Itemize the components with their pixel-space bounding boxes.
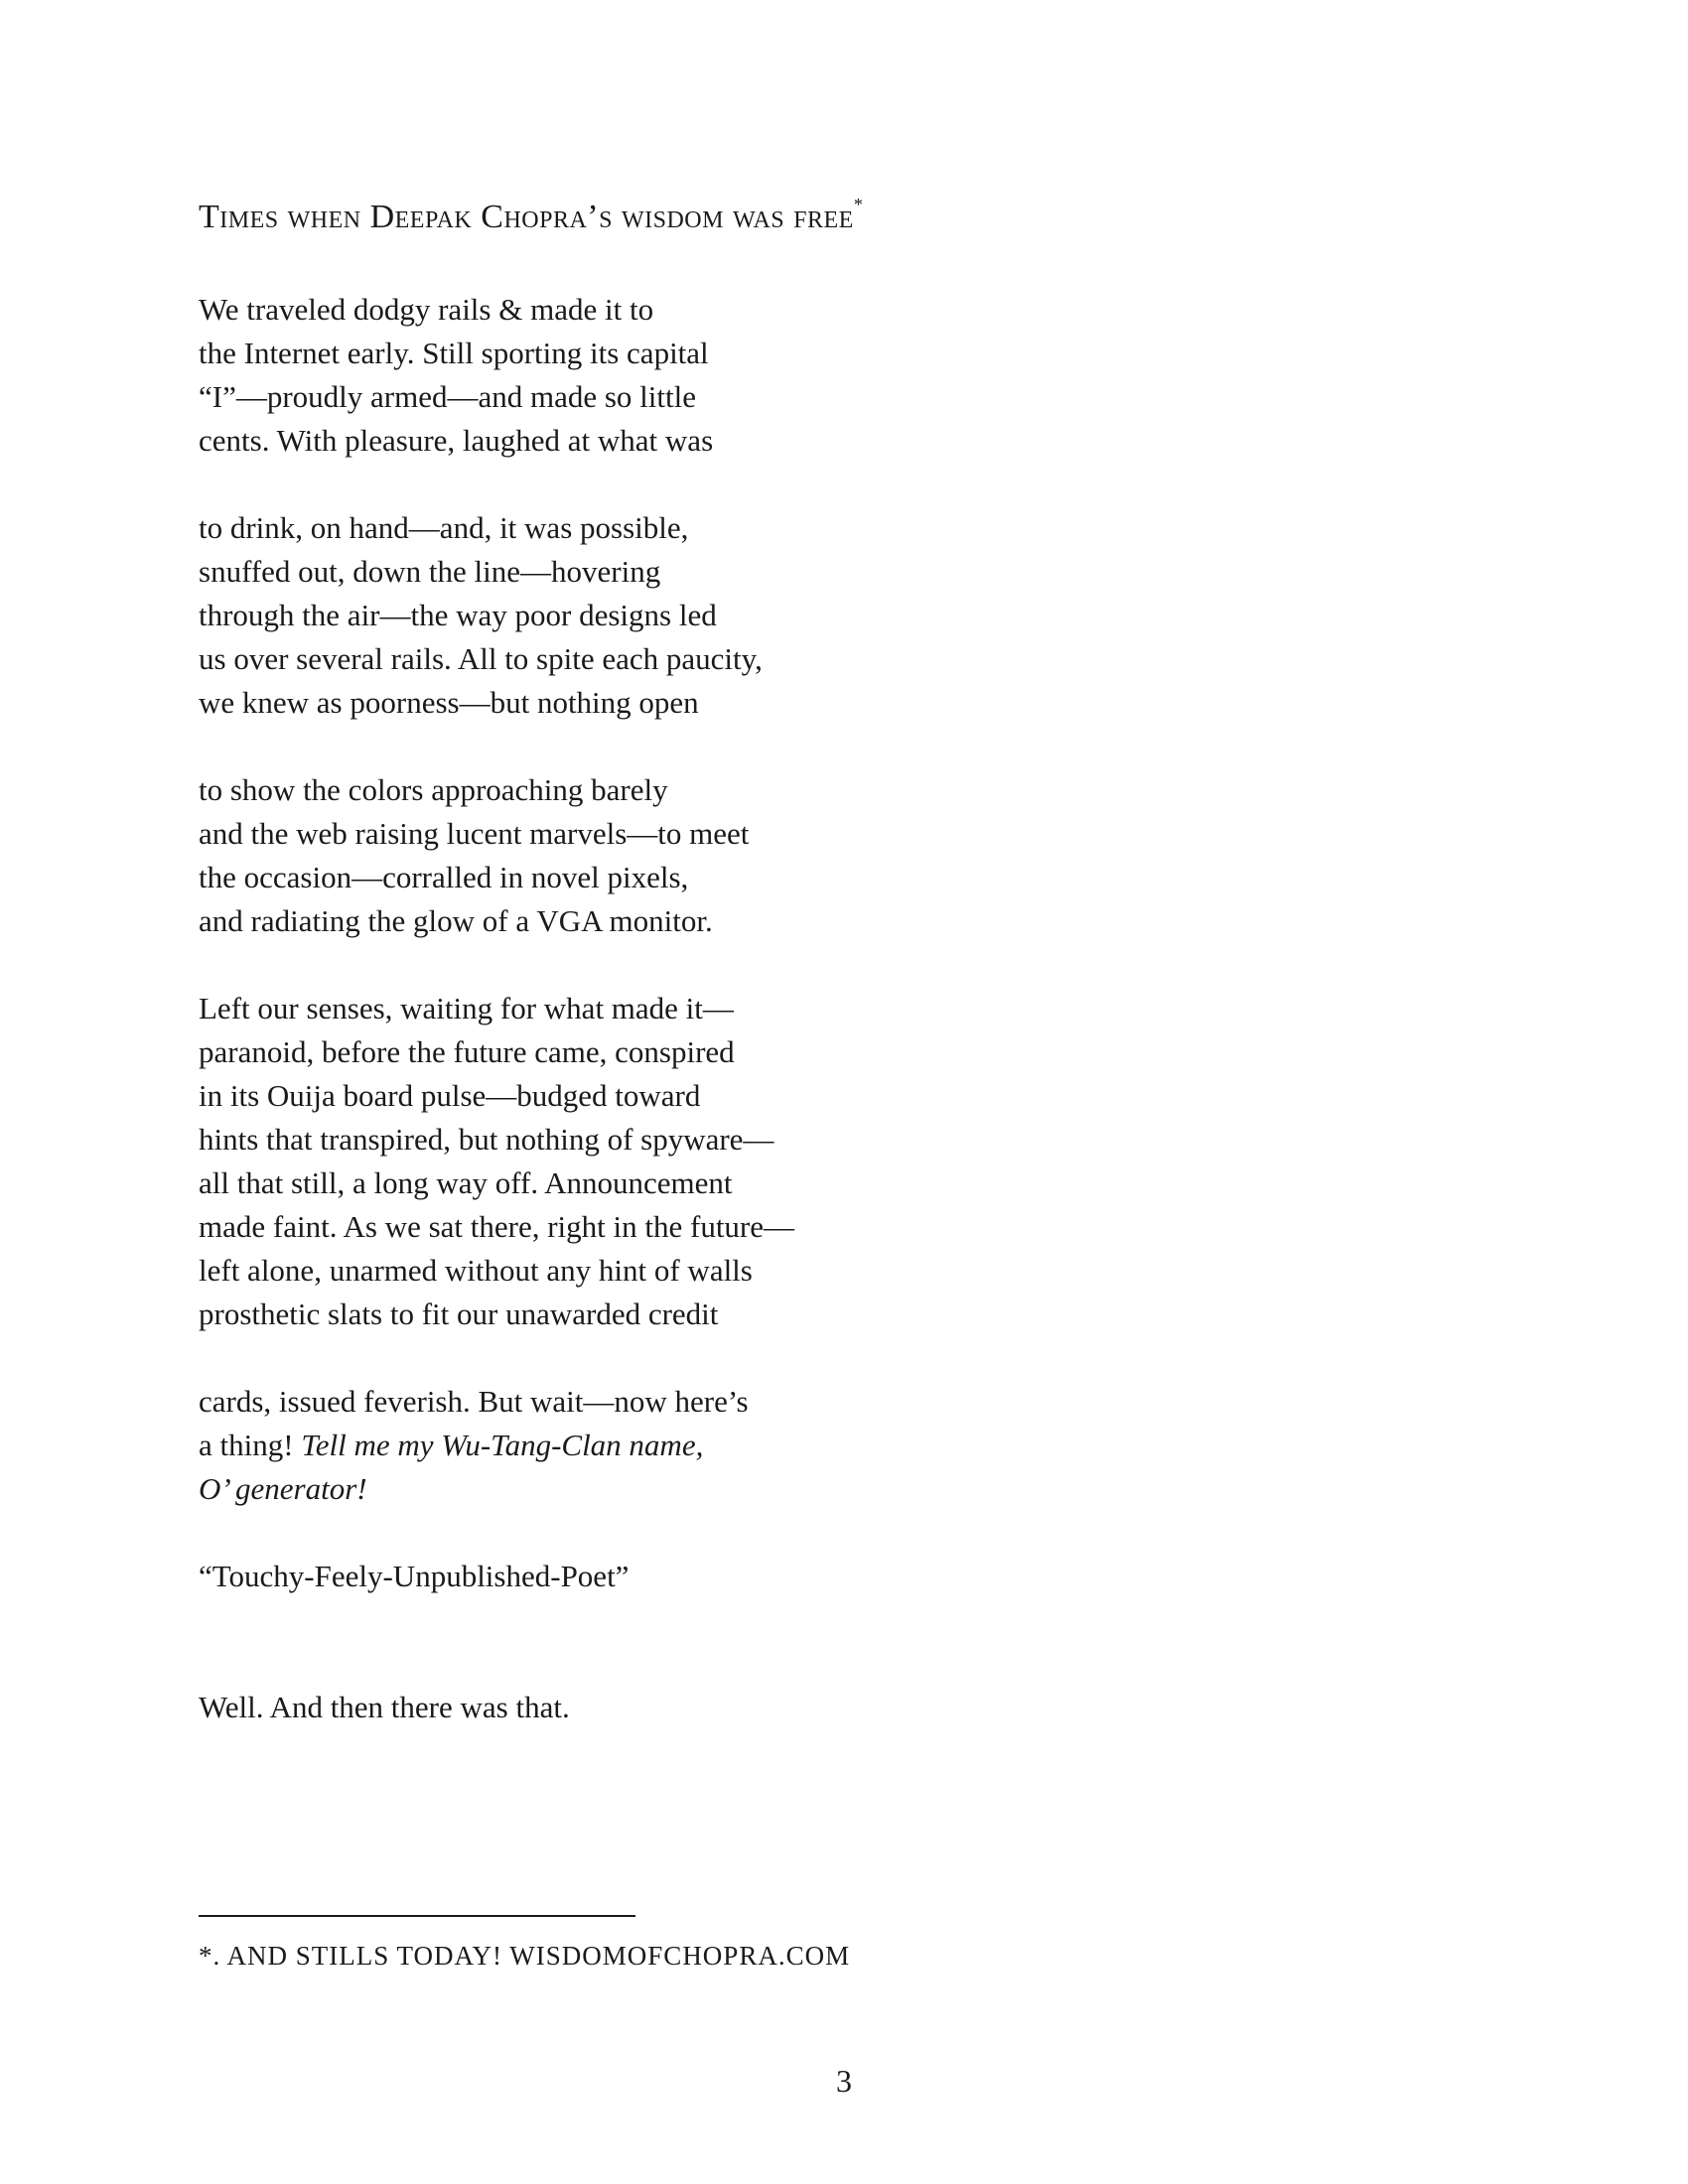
poem-line: all that still, a long way off. Announcement — [199, 1165, 733, 1200]
generated-name-quote: “Touchy-Feely-Unpublished-Poet” — [199, 1559, 630, 1593]
poem-line: cards, issued feverish. But wait—now here’s — [199, 1384, 749, 1419]
footnote-marker[interactable]: * — [853, 195, 864, 214]
poem-line: in its Ouija board pulse—budged toward — [199, 1078, 701, 1113]
poem-title-text: Times when Deepak Chopra’s wisdom was free — [199, 199, 854, 235]
poem-line: Left our senses, waiting for what made it— — [199, 991, 734, 1025]
poem-line: us over several rails. All to spite each paucity, — [199, 641, 763, 676]
closing-stanza — [199, 1686, 1192, 1729]
poem-line: through the air—the way poor designs led — [199, 598, 717, 632]
poem-line: the occasion—corralled in novel pixels, — [199, 860, 689, 894]
footnote-divider — [199, 1915, 635, 1917]
poem-line — [199, 1424, 1192, 1467]
poem-title — [199, 195, 864, 236]
poem-line-plain: a thing! — [199, 1428, 302, 1462]
poem-line: snuffed out, down the line—hovering — [199, 554, 661, 589]
poem-line: and radiating the glow of a VGA monitor. — [199, 903, 713, 938]
stanza-4 — [199, 987, 1192, 1336]
poem-line-italic: O’ generator! — [199, 1471, 367, 1506]
poem-line — [199, 1467, 1192, 1511]
stanza-1 — [199, 288, 1192, 463]
stanza-3 — [199, 768, 1192, 943]
poem-line: left alone, unarmed without any hint of walls — [199, 1253, 753, 1288]
closing-line: Well. And then there was that. — [199, 1690, 570, 1724]
page-number: 3 — [836, 2063, 852, 2099]
poem-line: paranoid, before the future came, conspired — [199, 1034, 735, 1069]
poem-body — [199, 288, 1192, 1773]
poem-line: “I”—proudly armed—and made so little — [199, 379, 697, 414]
poem-line: to show the colors approaching barely — [199, 772, 668, 807]
poem-line: the Internet early. Still sporting its capital — [199, 336, 709, 370]
footnote: *. AND STILLS TODAY! WISDOMOFCHOPRA.COM — [199, 1941, 851, 1971]
poem-line: We traveled dodgy rails & made it to — [199, 292, 654, 327]
quote-stanza — [199, 1555, 1192, 1598]
poem-line: and the web raising lucent marvels—to meet — [199, 816, 750, 851]
poem-line: to drink, on hand—and, it was possible, — [199, 510, 689, 545]
poem-line: prosthetic slats to fit our unawarded credit — [199, 1297, 719, 1331]
poem-line: cents. With pleasure, laughed at what was — [199, 423, 714, 458]
poem-line: we knew as poorness—but nothing open — [199, 685, 699, 720]
poem-line: hints that transpired, but nothing of spyware— — [199, 1122, 774, 1157]
stanza-5 — [199, 1380, 1192, 1511]
poem-line-italic: Tell me my Wu-Tang-Clan name, — [301, 1428, 704, 1462]
poem-line: made faint. As we sat there, right in the future— — [199, 1209, 795, 1244]
stanza-2 — [199, 506, 1192, 725]
